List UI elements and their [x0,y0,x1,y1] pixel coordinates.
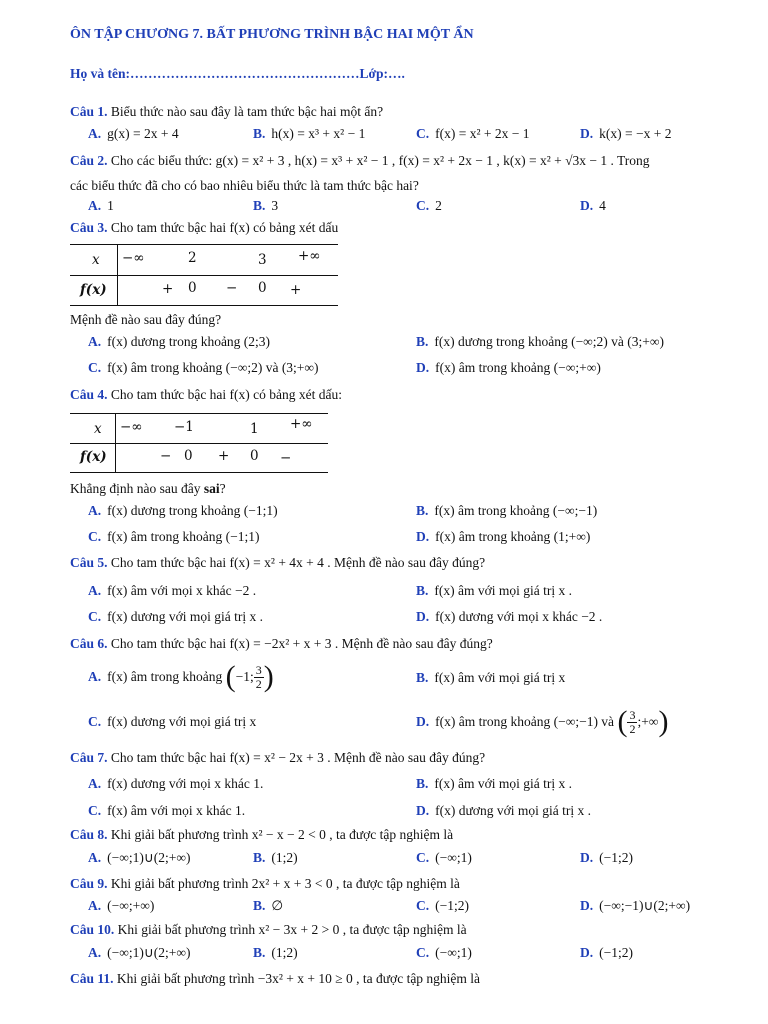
sign-table-q3 [70,244,338,306]
sign-table-x-header: x [92,252,100,268]
option-d: D. f(x) dương với mọi x khác −2 . [416,609,603,624]
option-c: C. f(x) âm trong khoảng (−∞;2) và (3;+∞) [88,360,319,375]
question-label: Câu 1. [70,104,108,119]
question-4-prompt: Khẳng định nào sau đây sai? [70,481,226,496]
option-c: C. f(x) âm với mọi x khác 1. [88,803,246,818]
option-c: C. 2 [416,198,442,213]
option-b: B. ∅ [253,898,284,913]
sign-table-value: 2 [188,250,197,266]
question-label: Câu 11. [70,971,114,986]
option-b: B. 3 [253,198,279,213]
option-a: A. f(x) âm trong khoảng ( −1; $\frac{3}{2}$ ) [88,660,274,693]
question-label: Câu 9. [70,876,108,891]
question-text: Khi giải bất phương trình −3x² + x + 10 ≥ 0 , ta được tập nghiệm là [116,971,481,986]
option-b: B. (1;2) [253,850,298,865]
option-b: B. f(x) dương trong khoảng (−∞;2) và (3;+∞) [416,334,665,349]
question-3-prompt: Mệnh đề nào sau đây đúng? [70,312,222,327]
option-d: D. f(x) dương với mọi giá trị x . [416,803,591,818]
question-8 [70,827,453,843]
question-label: Câu 3. [70,220,108,235]
question-text: Khi giải bất phương trình 2x² + x + 3 < 0 , ta được tập nghiệm là [110,876,460,891]
question-1 [70,104,383,120]
sign-table-value: 3 [258,252,267,268]
sign-table-value: −∞ [122,250,145,266]
option-b: B. f(x) âm với mọi giá trị x . [416,776,573,791]
option-a: A. f(x) âm với mọi x khác −2 . [88,583,257,598]
sign-table-fx-header: f(x) [80,282,107,298]
question-6 [70,636,493,652]
option-b: B. h(x) = x³ + x² − 1 [253,126,366,141]
option-d: D. f(x) âm trong khoảng (−∞;−1) và ( $\frac{3}{2}$ ;+∞ ) [416,705,669,738]
question-label: Câu 2. [70,153,108,168]
question-label: Câu 7. [70,750,108,765]
sign-table-value: −1 [174,419,194,435]
option-a: A. (−∞;1)∪(2;+∞) [88,945,191,960]
option-b: B. f(x) âm với mọi giá trị x [416,670,566,685]
option-c: C. f(x) dương với mọi giá trị x . [88,609,263,624]
option-d: D. f(x) âm trong khoảng (1;+∞) [416,529,591,544]
option-d: D. (−1;2) [580,850,633,865]
sign-table-x-header: x [94,421,102,437]
option-c: C. f(x) âm trong khoảng (−1;1) [88,529,260,544]
question-text: Cho tam thức bậc hai f(x) = x² − 2x + 3 . Mệnh đề nào sau đây đúng? [110,750,486,765]
sign-table-value: +∞ [298,248,321,264]
option-d: D. k(x) = −x + 2 [580,126,672,141]
sign-table-sign: 0 [250,448,259,464]
question-3 [70,220,338,236]
question-label: Câu 10. [70,922,115,937]
sign-table-value: 1 [250,421,259,437]
option-a: A. 1 [88,198,114,213]
question-text: Khi giải bất phương trình x² − 3x + 2 > 0 , ta được tập nghiệm là [117,922,467,937]
option-d: D. f(x) âm trong khoảng (−∞;+∞) [416,360,601,375]
option-a: A. f(x) dương trong khoảng (2;3) [88,334,271,349]
question-label: Câu 5. [70,555,108,570]
student-info-line: Họ và tên:……………………………………………Lớp:…. [70,66,405,81]
question-text: Biểu thức nào sau đây là tam thức bậc hai một ẩn? [110,104,384,119]
question-5 [70,555,485,571]
option-d: D. 4 [580,198,606,213]
sign-table-sign: − [226,280,238,296]
sign-table-fx-header: f(x) [80,449,107,465]
question-label: Câu 6. [70,636,108,651]
sign-table-sign: − [160,448,172,464]
option-b: B. f(x) âm với mọi giá trị x . [416,583,573,598]
option-a: A. (−∞;+∞) [88,898,155,913]
option-c: C. (−∞;1) [416,945,472,960]
option-b: B. f(x) âm trong khoảng (−∞;−1) [416,503,598,518]
question-text: Cho tam thức bậc hai f(x) = x² + 4x + 4 . Mệnh đề nào sau đây đúng? [110,555,486,570]
option-d: D. (−∞;−1)∪(2;+∞) [580,898,691,913]
question-2-continued: các biểu thức đã cho có bao nhiêu biểu thức là tam thức bậc hai? [70,178,419,193]
option-c: C. (−1;2) [416,898,469,913]
question-9 [70,876,460,892]
page-title: ÔN TẬP CHƯƠNG 7. BẤT PHƯƠNG TRÌNH BẬC HAI MỘT ẨN [70,27,474,42]
sign-table-sign: 0 [184,448,193,464]
question-2 [70,153,650,169]
question-label: Câu 4. [70,387,108,402]
question-text: Cho các biểu thức: g(x) = x² + 3 , h(x) = x³ + x² − 1 , f(x) = x² + 2x − 1 , k(x) = x² + √3x − 1 . Trong [110,153,650,168]
sign-table-sign: − [280,450,292,466]
question-11 [70,971,480,987]
sign-table-value: +∞ [290,416,313,432]
option-c: C. (−∞;1) [416,850,472,865]
option-d: D. (−1;2) [580,945,633,960]
sign-table-sign: + [218,448,230,464]
sign-table-sign: 0 [258,280,267,296]
question-7 [70,750,485,766]
sign-table-sign: + [162,281,174,297]
question-label: Câu 8. [70,827,108,842]
question-10 [70,922,467,938]
option-a: A. f(x) dương trong khoảng (−1;1) [88,503,278,518]
option-b: B. (1;2) [253,945,298,960]
question-text: Cho tam thức bậc hai f(x) có bảng xét dấu [110,220,339,235]
sign-table-q4 [70,413,328,473]
question-text: Cho tam thức bậc hai f(x) = −2x² + x + 3 . Mệnh đề nào sau đây đúng? [110,636,493,651]
option-a: A. (−∞;1)∪(2;+∞) [88,850,191,865]
option-c: C. f(x) = x² + 2x − 1 [416,126,530,141]
question-text: Khi giải bất phương trình x² − x − 2 < 0 , ta được tập nghiệm là [110,827,454,842]
option-a: A. g(x) = 2x + 4 [88,126,179,141]
option-c: C. f(x) dương với mọi giá trị x [88,714,257,729]
sign-table-sign: + [290,282,302,298]
sign-table-sign: 0 [188,280,197,296]
sign-table-value: −∞ [120,419,143,435]
option-a: A. f(x) dương với mọi x khác 1. [88,776,264,791]
question-text: Cho tam thức bậc hai f(x) có bảng xét dấu: [110,387,343,402]
question-4 [70,387,342,403]
